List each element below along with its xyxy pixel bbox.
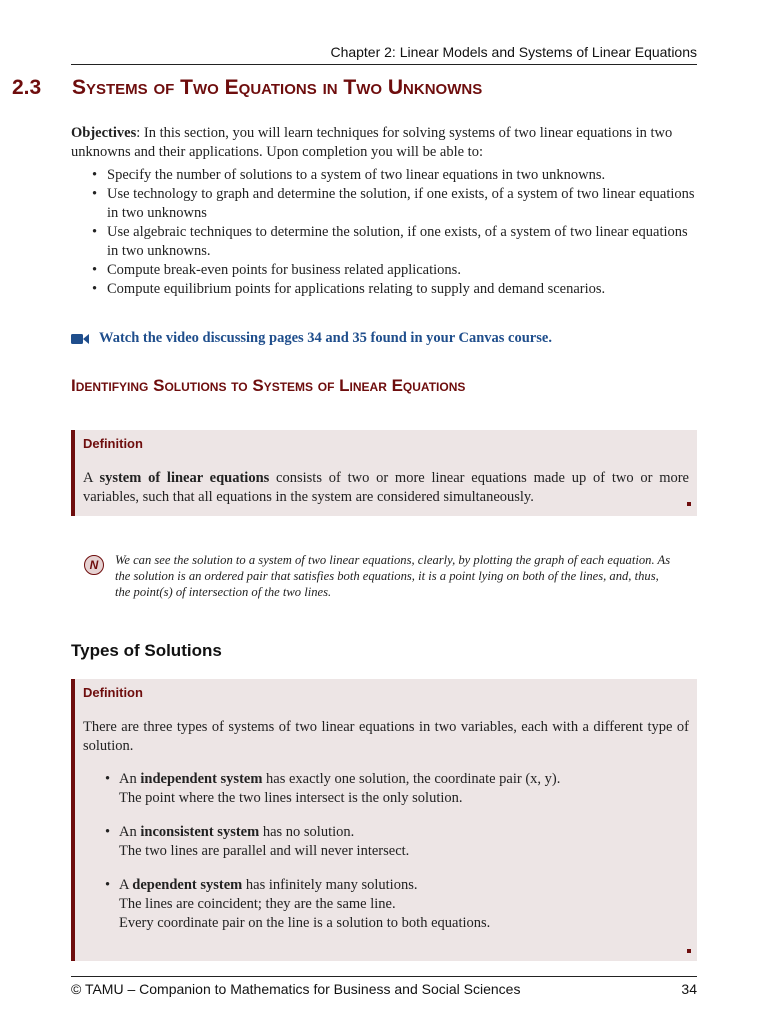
section-title-text: Systems of Two Equations in Two Unknowns — [72, 76, 483, 99]
section-title — [12, 76, 482, 100]
solution-type-item — [119, 770, 689, 808]
item-post: has no solution. — [259, 824, 355, 840]
objectives-label: Objectives — [71, 125, 137, 141]
definition-label: Definition — [83, 436, 143, 451]
item-term: inconsistent system — [140, 824, 260, 840]
objectives-intro: : In this section, you will learn techniques for solving systems of two linear equations in two unknowns and their applications. Upon completion you will be able to: — [71, 125, 673, 160]
solution-type-item — [119, 876, 689, 933]
definition-text — [83, 469, 689, 507]
definition-box-system — [71, 430, 697, 516]
page-footer — [71, 976, 697, 997]
section-number: 2.3 — [12, 76, 42, 99]
subsection-title: Identifying Solutions to Systems of Linear Equations — [71, 376, 466, 395]
objectives-list — [71, 166, 699, 299]
objective-item: • Use technology to graph and determine the solution, if one exists, of a system of two linear equations in two unknowns — [107, 185, 699, 223]
end-of-definition-mark — [687, 949, 691, 953]
objectives — [71, 124, 699, 299]
end-of-definition-mark — [687, 502, 691, 506]
running-head: Chapter 2: Linear Models and Systems of Linear Equations — [71, 44, 697, 65]
solution-type-item — [119, 823, 689, 861]
note-badge-icon: N — [84, 555, 104, 575]
solution-types-list — [83, 770, 689, 933]
video-link-text[interactable]: Watch the video discussing pages 34 and 35 found in your Canvas course. — [99, 330, 552, 346]
definition-text-pre: A — [83, 470, 100, 486]
item-term: independent system — [140, 771, 263, 787]
note — [84, 552, 674, 600]
item-pre: A — [119, 877, 133, 893]
video-link[interactable] — [71, 330, 552, 347]
item-pre: An — [119, 824, 141, 840]
item-line: The two lines are parallel and will never intersect. — [119, 843, 410, 859]
definition-intro: There are three types of systems of two linear equations in two variables, each with a different type of solution. — [83, 719, 689, 754]
item-line: Every coordinate pair on the line is a solution to both equations. — [119, 915, 491, 931]
definition-label: Definition — [83, 685, 143, 700]
item-line: The lines are coincident; they are the same line. — [119, 896, 396, 912]
item-post: has exactly one solution, the coordinate pair (x, y). — [262, 771, 561, 787]
objective-item: • Use algebraic techniques to determine the solution, if one exists, of a system of two linear equations in two unknowns. — [107, 223, 699, 261]
definition-text-post: consists of two or more linear equations made up of two or more variables, such that all equations in the system are considered simultaneously. — [83, 470, 689, 505]
note-text: We can see the solution to a system of two linear equations, clearly, by plotting the graph of each equation. As the solution is an ordered pair that satisfies both equations, it is a point lying on both of the lines, and, thus, the point(s) of intersection of the two lines. — [115, 553, 671, 599]
video-camera-icon — [71, 332, 89, 346]
item-post: has infinitely many solutions. — [242, 877, 418, 893]
item-term: dependent system — [132, 877, 243, 893]
page-number: 34 — [681, 981, 697, 997]
types-of-solutions-title: Types of Solutions — [71, 641, 222, 660]
item-pre: An — [119, 771, 141, 787]
objective-item: • Specify the number of solutions to a system of two linear equations in two unknowns. — [107, 166, 699, 185]
objective-item: • Compute equilibrium points for applications relating to supply and demand scenarios. — [107, 280, 699, 299]
item-line: The point where the two lines intersect is the only solution. — [119, 790, 463, 806]
definition-term: system of linear equations — [99, 470, 270, 486]
footer-copyright: © TAMU – Companion to Mathematics for Business and Social Sciences — [71, 981, 521, 997]
objective-item: • Compute break-even points for business related applications. — [107, 261, 699, 280]
definition-types-list-wrap — [83, 770, 689, 933]
definition-box-types — [71, 679, 697, 961]
